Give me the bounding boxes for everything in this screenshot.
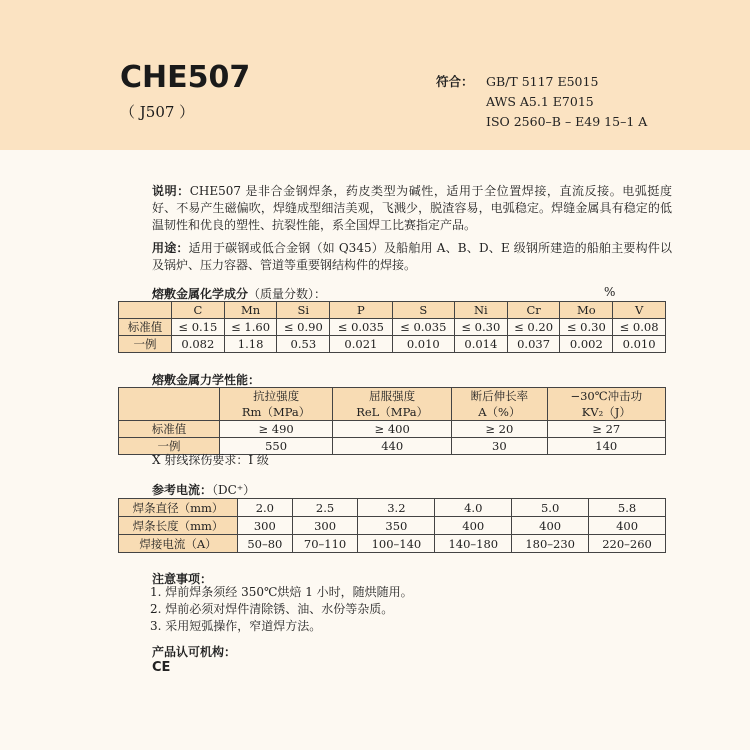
table-header-cell: C (172, 302, 225, 319)
conformance-standard: GB/T 5117 E5015 (486, 74, 599, 89)
table-cell: 0.010 (392, 336, 454, 353)
table-row (119, 336, 666, 353)
table-cell: 0.082 (172, 336, 225, 353)
percent-unit: % (604, 285, 616, 299)
current-table (118, 498, 666, 553)
table-cell: 0.014 (454, 336, 507, 353)
table-cell: ≥ 400 (333, 421, 452, 438)
table-header-cell: Ni (454, 302, 507, 319)
list-item: 1. 焊前焊条须经 350℃烘焙 1 小时，随烘随用。 (150, 585, 413, 599)
table-cell: 400 (512, 517, 589, 535)
current-section-title: 参考电流：（DC⁺） (152, 483, 256, 497)
ce-mark-icon: CE (152, 660, 171, 675)
table-cell: ≥ 20 (452, 421, 547, 438)
conformance-block (436, 72, 647, 132)
row-label: 焊接电流（A） (119, 535, 238, 553)
xray-requirement: X 射线探伤要求：I 级 (152, 453, 269, 467)
table-cell: 1.18 (224, 336, 277, 353)
table-row (119, 319, 666, 336)
table-header-cell: 抗拉强度 Rm（MPa） (220, 388, 333, 421)
table-cell: 300 (238, 517, 293, 535)
table-header-cell: P (330, 302, 392, 319)
table-cell: 140 (547, 438, 665, 455)
table-cell: 3.2 (358, 499, 435, 517)
table-cell: 100–140 (358, 535, 435, 553)
table-cell: 2.5 (292, 499, 358, 517)
chemical-section-title: 熔敷金属化学成分（质量分数）： (152, 287, 327, 301)
table-cell: ≤ 0.15 (172, 319, 225, 336)
table-cell: ≤ 0.08 (613, 319, 666, 336)
table-cell: ≤ 0.035 (330, 319, 392, 336)
table-cell: ≤ 0.30 (560, 319, 613, 336)
table-cell: 50–80 (238, 535, 293, 553)
table-cell: ≥ 490 (220, 421, 333, 438)
description-text: CHE507 是非合金钢焊条，药皮类型为碱性，适用于全位置焊接，直流反接。电弧挺度好、不易产生磁偏吹，焊缝成型细洁美观，飞溅少，脱渣容易，电弧稳定。焊缝金属具有稳定的低温韧性和优良的塑性、抗裂性能，系全国焊工比赛指定产品。 (152, 184, 672, 232)
notes-title: 注意事项： (152, 572, 213, 586)
usage-paragraph (152, 240, 672, 274)
table-cell: 0.037 (507, 336, 560, 353)
list-item: 3. 采用短弧操作，窄道焊方法。 (150, 619, 322, 633)
conformance-standard: ISO 2560–B – E49 15–1 A (486, 114, 648, 129)
row-label: 标准值 (119, 421, 220, 438)
table-cell: 2.0 (238, 499, 293, 517)
row-label: 一例 (119, 336, 172, 353)
chemical-table (118, 301, 666, 353)
table-cell: 70–110 (292, 535, 358, 553)
description-paragraph (152, 183, 672, 234)
table-cell: ≤ 0.30 (454, 319, 507, 336)
table-header-cell: V (613, 302, 666, 319)
table-cell: 440 (333, 438, 452, 455)
table-cell: 350 (358, 517, 435, 535)
table-row (119, 499, 666, 517)
mechanical-table (118, 387, 666, 455)
table-cell: 550 (220, 438, 333, 455)
mechanical-section-title: 熔敷金属力学性能： (152, 373, 261, 387)
header-band (0, 0, 750, 150)
row-label: 焊条直径（mm） (119, 499, 238, 517)
table-cell: 5.0 (512, 499, 589, 517)
table-header-cell: Cr (507, 302, 560, 319)
table-header-cell: S (392, 302, 454, 319)
table-cell: ≤ 1.60 (224, 319, 277, 336)
product-subtitle: （ J507 ） (120, 103, 195, 121)
usage-label: 用途： (152, 241, 189, 255)
table-cell: 300 (292, 517, 358, 535)
table-header-cell: 屈服强度 ReL（MPa） (333, 388, 452, 421)
row-label: 焊条长度（mm） (119, 517, 238, 535)
table-cell: 0.53 (277, 336, 330, 353)
table-cell: 5.8 (589, 499, 666, 517)
table-cell: 140–180 (435, 535, 512, 553)
table-cell: ≤ 0.90 (277, 319, 330, 336)
conformance-standard: AWS A5.1 E7015 (486, 94, 594, 109)
table-cell: ≤ 0.20 (507, 319, 560, 336)
row-label: 一例 (119, 438, 220, 455)
description-label: 说明： (152, 184, 190, 198)
table-header-cell: Mo (560, 302, 613, 319)
row-label: 标准值 (119, 319, 172, 336)
certification-title: 产品认可机构： (152, 645, 237, 659)
notes-list (150, 584, 413, 635)
table-cell: 0.002 (560, 336, 613, 353)
table-cell: ≥ 27 (547, 421, 665, 438)
table-header-cell: Mn (224, 302, 277, 319)
list-item: 2. 焊前必须对焊件清除锈、油、水份等杂质。 (150, 602, 394, 616)
table-cell: 30 (452, 438, 547, 455)
usage-text: 适用于碳钢或低合金钢（如 Q345）及船舶用 A、B、D、E 级钢所建造的船舶主要构件以及锅炉、压力容器、管道等重要钢结构件的焊接。 (152, 241, 672, 272)
table-cell: 400 (589, 517, 666, 535)
table-cell: 400 (435, 517, 512, 535)
table-cell: 220–260 (589, 535, 666, 553)
table-header-cell: Si (277, 302, 330, 319)
table-row (119, 535, 666, 553)
table-cell: 0.021 (330, 336, 392, 353)
product-title: CHE507 (120, 60, 251, 95)
table-cell: ≤ 0.035 (392, 319, 454, 336)
conformance-label: 符合： (436, 74, 474, 89)
table-row (119, 421, 666, 438)
table-header-cell: 断后伸长率 A（%） (452, 388, 547, 421)
table-cell: 180–230 (512, 535, 589, 553)
table-cell: 4.0 (435, 499, 512, 517)
table-row (119, 517, 666, 535)
table-header-cell: −30℃冲击功 KV₂（J） (547, 388, 665, 421)
table-cell: 0.010 (613, 336, 666, 353)
